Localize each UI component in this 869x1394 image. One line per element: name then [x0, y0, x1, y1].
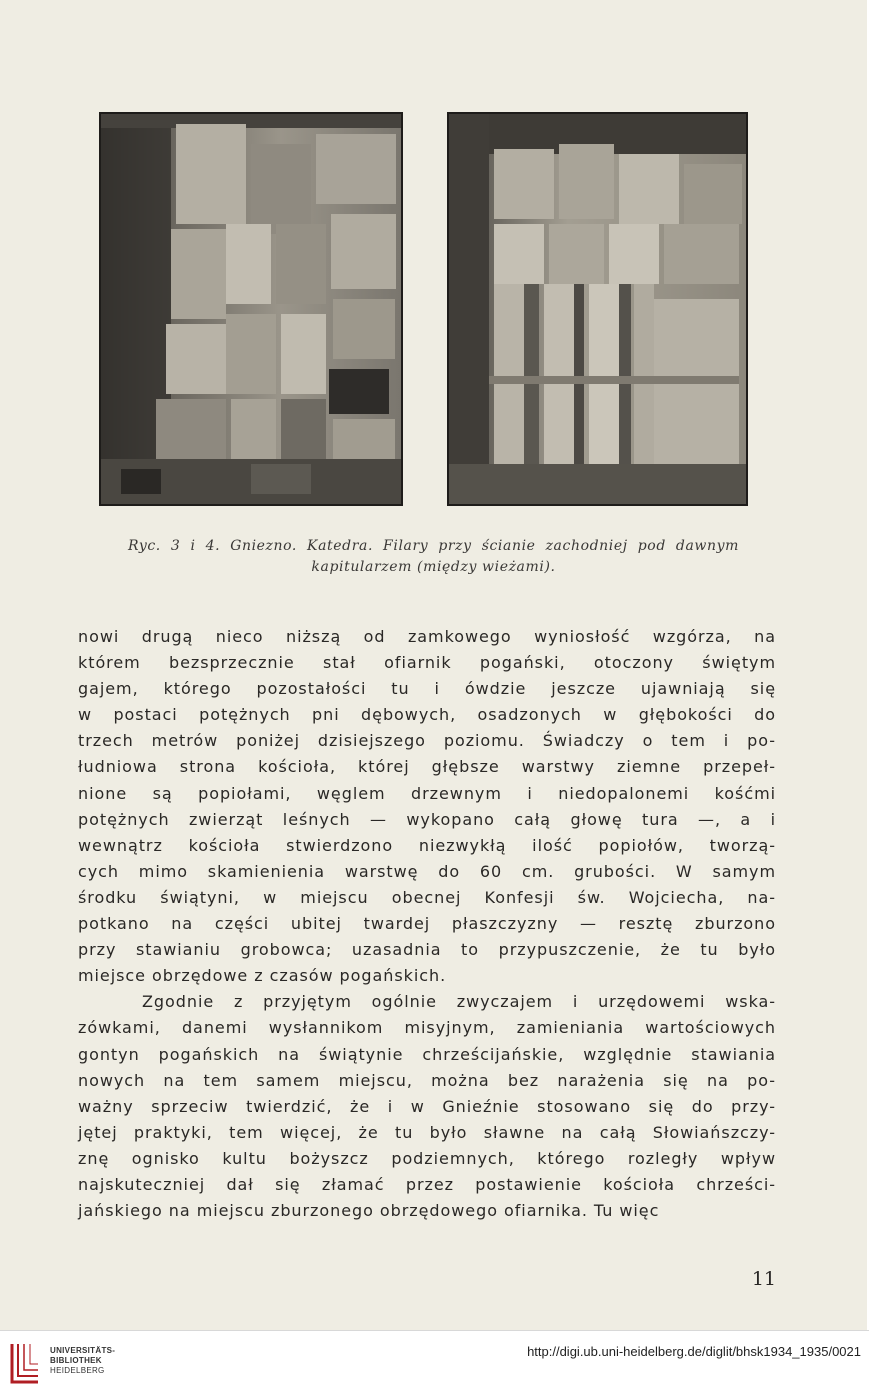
text-line: wewnątrz kościoła stwierdzono niezwykłą ilość popiołów, tworzą-: [78, 835, 776, 855]
text-line: nowych na tem samem miejscu, można bez narażenia się na po-: [78, 1070, 776, 1090]
page-number: 11: [751, 1268, 776, 1290]
text-line: nowi drugą nieco niższą od zamkowego wyniosłość wzgórza, na: [78, 627, 776, 646]
text-line: łudniowa strona kościoła, której głębsze warstwy ziemne przepeł-: [78, 757, 776, 777]
caption-line-2: kapitularzem (między wieżami).: [311, 559, 556, 575]
text-line: trzech metrów poniżej dzisiejszego poziomu. Świadczy o tem i po-: [78, 731, 776, 751]
text-line: Zgodnie z przyjętym ogólnie zwyczajem i urzędowemi wska-: [142, 992, 776, 1012]
text-line: jętej praktyki, tem więcej, że tu było sławne na całą Słowiańszczy-: [78, 1122, 776, 1142]
body-text: [78, 624, 776, 1224]
text-line: ważny sprzeciw twierdzić, że i w Gnieźnie stosowano się do przy-: [78, 1096, 776, 1116]
text-line: miejsce obrzędowe z czasów pogańskich.: [78, 966, 447, 986]
library-logo-text[interactable]: [50, 1346, 115, 1376]
text-line: najskuteczniej dał się złamać przez postawienie kościoła chrześci-: [78, 1174, 776, 1194]
text-line: w postaci potężnych pni dębowych, osadzonych w głębokości do: [78, 705, 776, 725]
photo-pillars-right: [447, 112, 748, 506]
photo-pillars-left: [99, 112, 403, 506]
paragraph-2: [78, 989, 776, 1224]
text-line: przy stawianiu grobowca; uzasadnia to przypuszczenie, że tu było: [78, 940, 776, 960]
text-line: nione są popiołami, węglem drzewnym i niedopalonemi kośćmi: [78, 783, 776, 803]
figure-caption: [0, 536, 867, 578]
text-line: znę ognisko kultu bożyszcz podziemnych, którego rozległy wpływ: [78, 1148, 776, 1168]
logo-line-3: HEIDELBERG: [50, 1366, 105, 1375]
source-url-link[interactable]: http://digi.ub.uni-heidelberg.de/diglit/bhsk1934_1935/0021: [527, 1344, 861, 1359]
caption-line-1: Ryc. 3 i 4. Gniezno. Katedra. Filary przy ścianie zachodniej pod dawnym: [127, 538, 740, 554]
text-line: potężnych zwierząt leśnych — wykopano całą głowę tura —, a i: [78, 809, 776, 829]
viewer-footer: [0, 1330, 869, 1394]
text-line: cych mimo skamienienia warstwę do 60 cm. grubości. W samym: [78, 861, 776, 881]
text-line: środku świątyni, w miejscu obecnej Konfesji św. Wojciecha, na-: [78, 887, 776, 907]
photo-left-image: [101, 114, 401, 504]
library-logo-icon[interactable]: [8, 1340, 42, 1386]
text-line: zówkami, danemi wysłannikom misyjnym, zamieniania wartościowych: [78, 1018, 776, 1038]
text-line: którem bezsprzecznie stał ofiarnik pogański, otoczony świętym: [78, 653, 776, 673]
logo-line-2: BIBLIOTHEK: [50, 1356, 102, 1365]
photo-right-image: [449, 114, 746, 504]
text-line: jańskiego na miejscu zburzonego obrzędowego ofiarnika. Tu więc: [78, 1201, 660, 1221]
text-line: gajem, którego pozostałości tu i ówdzie jeszcze ujawniają się: [78, 679, 776, 699]
logo-line-1: UNIVERSITÄTS-: [50, 1346, 116, 1355]
paragraph-1: [78, 624, 776, 989]
text-line: potkano na części ubitej twardej płaszczyzny — resztę zburzono: [78, 914, 776, 934]
text-line: gontyn pogańskich na świątynie chrześcijańskie, względnie stawiania: [78, 1044, 776, 1064]
